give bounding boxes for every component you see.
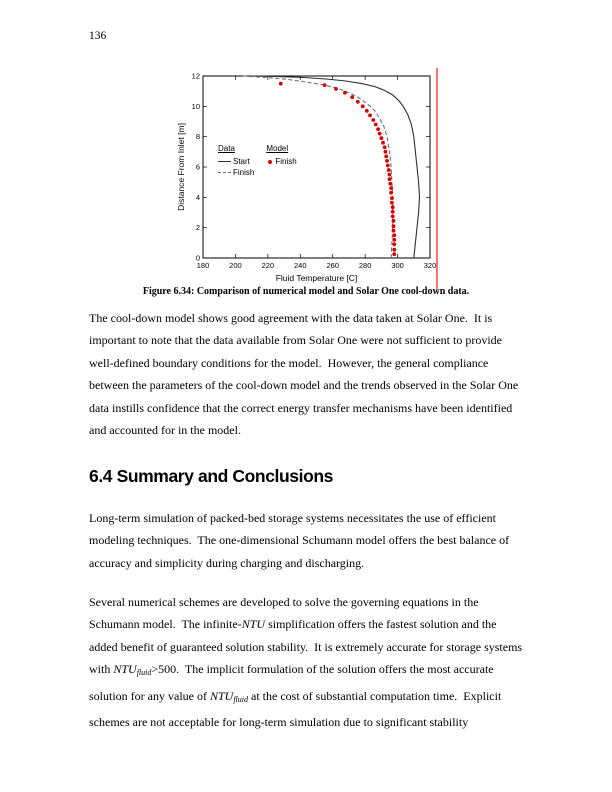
figure-caption: Figure 6.34: Comparison of numerical model and Solar One cool-down data. [142,286,470,297]
svg-text:2: 2 [195,223,200,233]
svg-text:300: 300 [391,261,404,270]
svg-text:240: 240 [294,261,307,270]
svg-text:180: 180 [196,261,210,270]
svg-text:280: 280 [358,261,372,270]
section-heading-6-4: 6.4 Summary and Conclusions [89,466,333,486]
red-artifact-line [436,68,438,290]
legend-data-column [218,144,254,178]
p3-segment-1: NTU [241,617,266,632]
legend-row-model-finish [266,156,296,167]
cooldown-chart [172,66,457,298]
p3-segment-3: NTU [113,662,137,677]
svg-text:4: 4 [195,192,200,202]
red-dot-swatch-icon [268,160,272,164]
legend-row-start [218,156,254,167]
figure-6-34 [172,66,457,298]
p3-segment-7: fluid [233,694,248,704]
chart-legend [218,144,297,178]
svg-text:12: 12 [191,71,200,81]
svg-text:320: 320 [423,261,437,270]
solid-line-swatch-icon [218,161,231,162]
dashed-line-swatch-icon [218,172,231,173]
legend-data-header: Data [218,144,235,153]
paragraph-numerical-schemes [89,591,527,733]
p3-segment-5: >500. The implicit formulation of the solution offers the most accurate solution for any value of [89,662,497,703]
svg-text:6: 6 [195,162,200,172]
page-number: 136 [89,30,107,42]
svg-text:10: 10 [191,101,200,111]
svg-text:Distance From Inlet [m]: Distance From Inlet [m] [176,123,186,211]
p3-segment-2: simplification offers the fastest solution and the added benefit of guaranteed solution stability. It is extremely accurate for storage systems with [89,617,526,677]
paragraph-longterm-simulation: Long-term simulation of packed-bed storage systems necessitates the use of efficient modeling techniques. The one-dimensional Schumann model offers the best balance of accuracy and simplicity during charging and discharging. [89,511,513,570]
legend-model-header: Model [266,144,289,153]
svg-text:200: 200 [229,261,242,270]
p3-segment-6: NTU [209,688,234,703]
legend-model-column [266,144,296,178]
paragraph-cooldown-model: The cool-down model shows good agreement with the data taken at Solar One. It is important to note that the data available from Solar One were not sufficient to provide well-defined boundary conditions for the model. However, the general compliance between the parameters of the cool-down model and the trends observed in the Solar One data instills confidence that the correct energy transfer mechanisms have been identified and accounted for in the model. [89,311,522,438]
legend-label-finish: Finish [233,168,255,177]
svg-text:8: 8 [195,132,200,142]
svg-text:Fluid Temperature [C]: Fluid Temperature [C] [275,273,358,283]
legend-label-model-finish: Finish [275,157,297,166]
p3-segment-0: Several numerical schemes are developed to solve the governing equations in the Schumann model. The infinite- [89,595,482,632]
svg-text:0: 0 [195,253,200,263]
legend-row-finish [218,167,254,178]
svg-text:220: 220 [261,261,275,270]
svg-text:260: 260 [326,261,339,270]
legend-label-start: Start [233,157,250,166]
p3-segment-8: at the cost of substantial computation time. Explicit schemes are not acceptable for long-term simulation due to significant stability [89,688,505,730]
p3-segment-4: fluid [136,668,152,678]
